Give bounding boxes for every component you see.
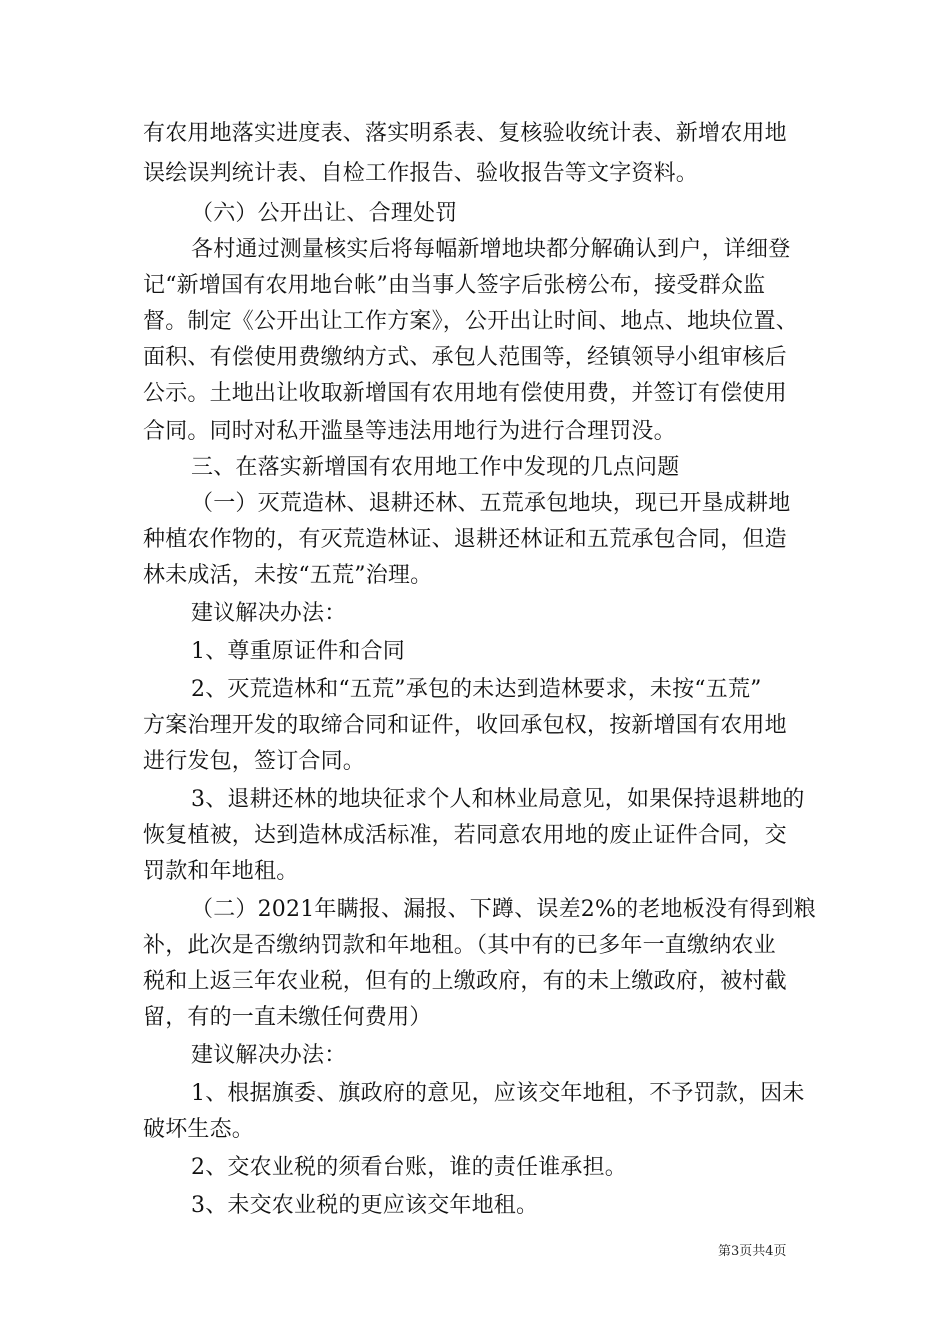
text-line: 方案治理开发的取缔合同和证件，收回承包权，按新增国有农用地 [143, 713, 787, 738]
text-line: 留，有的一直未缴任何费用） [143, 1005, 432, 1030]
text-line: 3、退耕还林的地块征求个人和林业局意见，如果保持退耕地的 [191, 787, 805, 812]
text-line: 进行发包，签订合同。 [143, 749, 366, 774]
text-line: 恢复植被，达到造林成活标准，若同意农用地的废止证件合同，交 [143, 823, 787, 848]
text-line: 误绘误判统计表、自检工作报告、验收报告等文字资料。 [143, 161, 699, 186]
text-line: 建议解决办法： [191, 601, 347, 626]
text-line: （一）灭荒造林、退耕还林、五荒承包地块，现已开垦成耕地 [191, 491, 791, 516]
section-heading: 三、在落实新增国有农用地工作中发现的几点问题 [191, 455, 680, 480]
text-line: 3、未交农业税的更应该交年地租。 [191, 1193, 539, 1218]
text-line: 各村通过测量核实后将每幅新增地块都分解确认到户，详细登 [191, 237, 791, 262]
text-line: 补，此次是否缴纳罚款和年地租。（其中有的已多年一直缴纳农业 [143, 933, 776, 958]
text-line: 督。制定《公开出让工作方案》，公开出让时间、地点、地块位置、 [143, 309, 799, 334]
text-line: 1、尊重原证件和合同 [191, 639, 405, 664]
text-line: 2、交农业税的须看台账，谁的责任谁承担。 [191, 1155, 627, 1180]
text-line: 合同。同时对私开滥垦等违法用地行为进行合理罚没。 [143, 419, 676, 444]
text-line: 种植农作物的，有灭荒造林证、退耕还林证和五荒承包合同，但造 [143, 527, 787, 552]
section-heading: （六）公开出让、合理处罚 [191, 201, 458, 226]
text-line: 税和上返三年农业税，但有的上缴政府，有的未上缴政府，被村截 [143, 969, 787, 994]
text-line: 建议解决办法： [191, 1043, 347, 1068]
text-line: 2、灭荒造林和“五荒”承包的未达到造林要求，未按“五荒” [191, 677, 762, 702]
text-line: （二）2021年瞒报、漏报、下蹲、误差2%的老地板没有得到粮 [191, 897, 816, 922]
text-line: 1、根据旗委、旗政府的意见，应该交年地租，不予罚款，因未 [191, 1081, 805, 1106]
text-line: 记“新增国有农用地台帐”由当事人签字后张榜公布，接受群众监 [143, 273, 766, 298]
text-line: 面积、有偿使用费缴纳方式、承包人范围等，经镇领导小组审核后 [143, 345, 787, 370]
text-line: 罚款和年地租。 [143, 859, 299, 884]
text-line: 有农用地落实进度表、落实明系表、复核验收统计表、新增农用地 [143, 121, 787, 146]
text-line: 林未成活，未按“五荒”治理。 [143, 563, 433, 588]
text-line: 公示。土地出让收取新增国有农用地有偿使用费，并签订有偿使用 [143, 381, 787, 406]
text-line: 破坏生态。 [143, 1117, 255, 1142]
page-number: 第3页共4页 [718, 1244, 787, 1259]
